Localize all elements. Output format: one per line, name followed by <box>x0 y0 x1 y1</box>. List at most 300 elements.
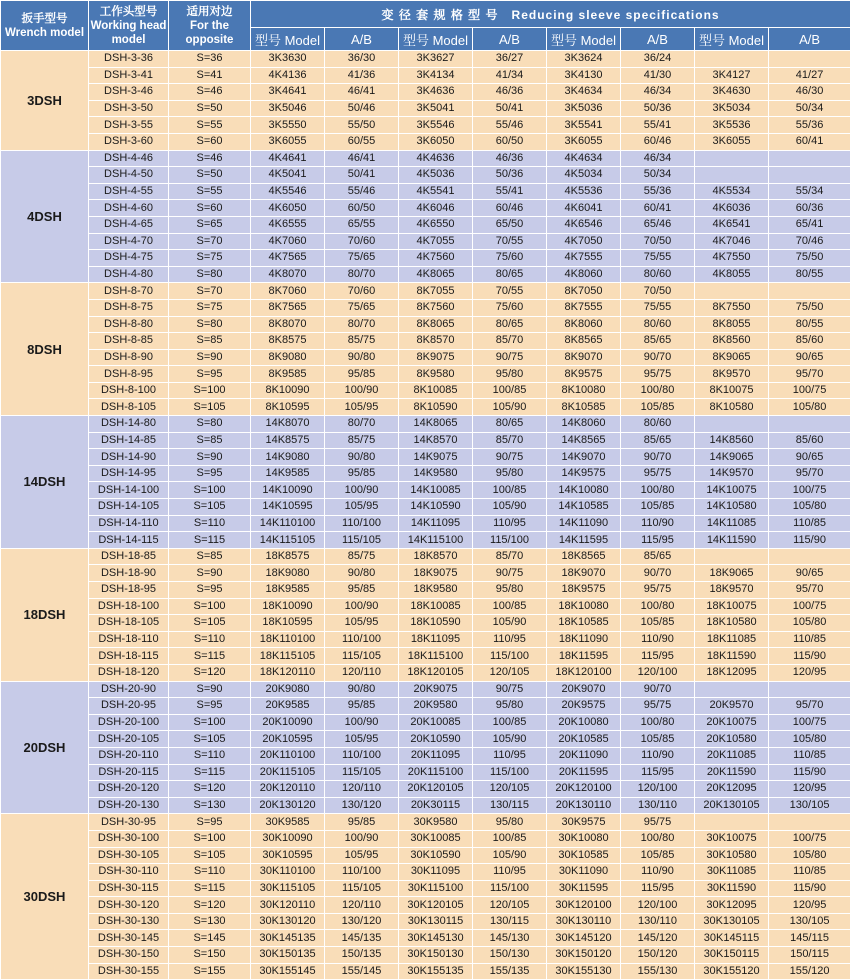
sleeve-ab-cell: 120/100 <box>621 897 695 914</box>
working-head-header-en2: model <box>89 33 168 47</box>
working-head-cell: DSH-20-110 <box>89 747 169 764</box>
opposite-side-cell: S=100 <box>169 382 251 399</box>
sleeve-ab-cell: 115/100 <box>473 880 547 897</box>
sleeve-ab-cell: 130/115 <box>473 913 547 930</box>
sleeve-ab-cell: 85/65 <box>621 548 695 565</box>
sleeve-ab-cell: 46/34 <box>621 150 695 167</box>
sleeve-ab-cell: 90/65 <box>769 349 850 366</box>
table-row <box>1 432 850 449</box>
sleeve-model-cell: 14K8065 <box>399 416 473 433</box>
sleeve-ab-cell: 80/60 <box>621 316 695 333</box>
sleeve-model-cell: 4K7050 <box>547 233 621 250</box>
sleeve-model-cell: 4K5034 <box>547 167 621 184</box>
working-head-cell: DSH-18-90 <box>89 565 169 582</box>
sleeve-ab-cell: 90/70 <box>621 349 695 366</box>
sleeve-ab-cell <box>769 681 850 698</box>
sleeve-ab-cell: 105/80 <box>769 615 850 632</box>
sleeve-model-cell: 8K10585 <box>547 399 621 416</box>
table-row <box>1 51 850 68</box>
table-row <box>1 382 850 399</box>
sleeve-ab-cell: 150/115 <box>769 947 850 964</box>
working-head-cell: DSH-20-90 <box>89 681 169 698</box>
table-row <box>1 930 850 947</box>
sleeve-ab-cell: 70/50 <box>621 283 695 300</box>
sleeve-ab-cell: 60/55 <box>325 133 399 150</box>
table-row <box>1 880 850 897</box>
sleeve-ab-cell: 95/75 <box>621 698 695 715</box>
opposite-side-cell: S=60 <box>169 200 251 217</box>
sleeve-ab-cell: 115/95 <box>621 648 695 665</box>
sleeve-ab-cell: 95/80 <box>473 698 547 715</box>
sleeve-model-cell: 3K5550 <box>251 117 325 134</box>
opposite-side-cell: S=85 <box>169 432 251 449</box>
opposite-side-cell: S=65 <box>169 216 251 233</box>
sleeve-model-cell: 14K8060 <box>547 416 621 433</box>
opposite-side-cell: S=75 <box>169 250 251 267</box>
working-head-cell: DSH-30-145 <box>89 930 169 947</box>
wrench-model-cell: 14DSH <box>1 416 89 549</box>
sleeve-ab-cell: 110/100 <box>325 631 399 648</box>
sleeve-model-cell: 18K9080 <box>251 565 325 582</box>
sleeve-ab-cell: 110/95 <box>473 515 547 532</box>
sleeve-model-cell: 4K7560 <box>399 250 473 267</box>
sleeve-model-cell: 30K10580 <box>695 847 769 864</box>
sleeve-model-cell: 18K9075 <box>399 565 473 582</box>
sleeve-model-cell: 14K8570 <box>399 432 473 449</box>
sub-header-ab: A/B <box>473 28 547 51</box>
sleeve-ab-cell: 90/80 <box>325 349 399 366</box>
sleeve-model-cell: 14K9575 <box>547 465 621 482</box>
sleeve-ab-cell: 55/34 <box>769 183 850 200</box>
sleeve-model-cell: 18K11595 <box>547 648 621 665</box>
sleeve-model-cell: 30K10075 <box>695 830 769 847</box>
sleeve-model-cell: 8K9070 <box>547 349 621 366</box>
sleeve-ab-cell: 50/36 <box>473 167 547 184</box>
sleeve-ab-cell: 75/60 <box>473 250 547 267</box>
sleeve-ab-cell: 55/36 <box>621 183 695 200</box>
sleeve-ab-cell: 145/135 <box>325 930 399 947</box>
sleeve-ab-cell: 70/46 <box>769 233 850 250</box>
sleeve-model-cell: 18K11085 <box>695 631 769 648</box>
sub-header-model: 型号 Model <box>695 28 769 51</box>
sleeve-ab-cell: 55/50 <box>325 117 399 134</box>
working-head-cell: DSH-4-65 <box>89 216 169 233</box>
sleeve-model-cell: 30K130105 <box>695 913 769 930</box>
working-head-cell: DSH-30-105 <box>89 847 169 864</box>
sleeve-ab-cell: 105/95 <box>325 399 399 416</box>
working-head-cell: DSH-8-70 <box>89 283 169 300</box>
sleeve-model-cell: 30K9575 <box>547 814 621 831</box>
table-row <box>1 615 850 632</box>
sleeve-ab-cell: 80/65 <box>473 316 547 333</box>
working-head-cell: DSH-14-95 <box>89 465 169 482</box>
table-row <box>1 764 850 781</box>
sleeve-model-cell: 30K145135 <box>251 930 325 947</box>
opposite-side-cell: S=46 <box>169 150 251 167</box>
table-body <box>1 51 850 980</box>
working-head-cell: DSH-4-60 <box>89 200 169 217</box>
sleeve-model-cell: 30K11590 <box>695 880 769 897</box>
sleeve-ab-cell: 120/95 <box>769 897 850 914</box>
sleeve-model-cell: 4K7055 <box>399 233 473 250</box>
wrench-model-cell: 4DSH <box>1 150 89 283</box>
sleeve-model-cell: 18K10585 <box>547 615 621 632</box>
sleeve-model-cell: 14K10085 <box>399 482 473 499</box>
opposite-side-cell: S=150 <box>169 947 251 964</box>
sleeve-ab-cell: 100/85 <box>473 830 547 847</box>
sleeve-model-cell: 18K11590 <box>695 648 769 665</box>
sleeve-model-cell: 3K5541 <box>547 117 621 134</box>
sleeve-model-cell: 4K5036 <box>399 167 473 184</box>
table-row <box>1 681 850 698</box>
working-head-cell: DSH-30-115 <box>89 880 169 897</box>
working-head-cell: DSH-4-80 <box>89 266 169 283</box>
sleeve-ab-cell: 130/115 <box>473 797 547 814</box>
sleeve-ab-cell: 80/70 <box>325 266 399 283</box>
sleeve-model-cell: 3K5034 <box>695 100 769 117</box>
sleeve-ab-cell: 110/90 <box>621 515 695 532</box>
sleeve-model-cell: 4K8070 <box>251 266 325 283</box>
opposite-side-cell: S=55 <box>169 183 251 200</box>
sleeve-ab-cell: 95/75 <box>621 814 695 831</box>
sleeve-ab-cell: 95/85 <box>325 366 399 383</box>
sleeve-model-cell: 14K11090 <box>547 515 621 532</box>
sleeve-ab-cell: 75/50 <box>769 250 850 267</box>
sleeve-model-cell: 8K8570 <box>399 333 473 350</box>
table-row <box>1 316 850 333</box>
sleeve-ab-cell: 55/36 <box>769 117 850 134</box>
sleeve-ab-cell: 46/34 <box>621 84 695 101</box>
opposite-side-cell: S=100 <box>169 830 251 847</box>
sleeve-model-cell: 4K4636 <box>399 150 473 167</box>
sleeve-model-cell: 18K115105 <box>251 648 325 665</box>
sleeve-model-cell: 14K9075 <box>399 449 473 466</box>
sleeve-ab-cell: 100/80 <box>621 482 695 499</box>
sleeve-model-cell: 8K10590 <box>399 399 473 416</box>
sleeve-model-cell: 8K8055 <box>695 316 769 333</box>
opposite-side-cell: S=110 <box>169 631 251 648</box>
working-head-cell: DSH-30-155 <box>89 963 169 980</box>
sleeve-ab-cell: 46/41 <box>325 84 399 101</box>
sleeve-model-cell: 20K9580 <box>399 698 473 715</box>
sleeve-ab-cell: 46/41 <box>325 150 399 167</box>
working-head-cell: DSH-8-95 <box>89 366 169 383</box>
opposite-side-cell: S=95 <box>169 366 251 383</box>
sleeve-model-cell: 4K6036 <box>695 200 769 217</box>
sleeve-ab-cell: 90/65 <box>769 565 850 582</box>
sleeve-ab-cell: 55/46 <box>325 183 399 200</box>
sleeve-model-cell: 4K6555 <box>251 216 325 233</box>
opposite-side-cell: S=80 <box>169 266 251 283</box>
opposite-side-cell: S=90 <box>169 681 251 698</box>
sleeve-ab-cell: 105/85 <box>621 499 695 516</box>
opposite-side-cell: S=90 <box>169 565 251 582</box>
sleeve-model-cell: 20K30115 <box>399 797 473 814</box>
sleeve-ab-cell: 100/90 <box>325 830 399 847</box>
opposite-side-cell: S=130 <box>169 913 251 930</box>
sleeve-model-cell: 30K150135 <box>251 947 325 964</box>
table-row <box>1 150 850 167</box>
sleeve-ab-cell: 90/75 <box>473 681 547 698</box>
sleeve-model-cell: 8K9575 <box>547 366 621 383</box>
wrench-model-cell: 8DSH <box>1 283 89 416</box>
sleeve-ab-cell: 130/105 <box>769 913 850 930</box>
table-row <box>1 864 850 881</box>
sub-header-ab: A/B <box>769 28 850 51</box>
wrench-model-cell: 30DSH <box>1 814 89 980</box>
sleeve-ab-cell: 105/80 <box>769 499 850 516</box>
working-head-cell: DSH-3-46 <box>89 84 169 101</box>
sleeve-model-cell: 3K4634 <box>547 84 621 101</box>
sleeve-model-cell: 30K10080 <box>547 830 621 847</box>
sleeve-model-cell: 30K130110 <box>547 913 621 930</box>
table-row <box>1 449 850 466</box>
sleeve-ab-cell: 95/85 <box>325 465 399 482</box>
sleeve-ab-cell: 150/120 <box>621 947 695 964</box>
working-head-cell: DSH-3-36 <box>89 51 169 68</box>
sleeve-ab-cell: 46/36 <box>473 84 547 101</box>
sleeve-model-cell: 30K145130 <box>399 930 473 947</box>
sleeve-model-cell: 18K9580 <box>399 582 473 599</box>
sleeve-ab-cell: 85/75 <box>325 548 399 565</box>
wrench-model-header-zh: 扳手型号 <box>1 12 88 26</box>
sleeve-model-cell: 14K11590 <box>695 532 769 549</box>
sleeve-ab-cell: 80/70 <box>325 316 399 333</box>
sleeve-model-cell: 3K5041 <box>399 100 473 117</box>
working-head-cell: DSH-14-80 <box>89 416 169 433</box>
working-head-cell: DSH-4-50 <box>89 167 169 184</box>
sleeve-ab-cell: 80/55 <box>769 316 850 333</box>
sleeve-model-cell: 8K10595 <box>251 399 325 416</box>
sleeve-ab-cell: 120/100 <box>621 664 695 681</box>
opposite-side-cell: S=105 <box>169 399 251 416</box>
sleeve-model-cell: 30K115105 <box>251 880 325 897</box>
sleeve-model-cell: 18K9065 <box>695 565 769 582</box>
opposite-side-cell: S=110 <box>169 747 251 764</box>
sleeve-model-cell: 8K7565 <box>251 299 325 316</box>
table-row <box>1 532 850 549</box>
opposite-side-cell: S=36 <box>169 51 251 68</box>
table-row <box>1 233 850 250</box>
sleeve-model-cell: 4K6046 <box>399 200 473 217</box>
opposite-side-cell: S=41 <box>169 67 251 84</box>
sleeve-model-cell: 18K11095 <box>399 631 473 648</box>
sleeve-model-cell: 14K9080 <box>251 449 325 466</box>
sleeve-model-cell: 18K8575 <box>251 548 325 565</box>
sleeve-model-cell: 30K120100 <box>547 897 621 914</box>
sleeve-model-cell: 18K10595 <box>251 615 325 632</box>
working-head-cell: DSH-18-115 <box>89 648 169 665</box>
sleeve-ab-cell: 95/85 <box>325 582 399 599</box>
sleeve-model-cell: 18K10580 <box>695 615 769 632</box>
sleeve-model-cell: 8K7550 <box>695 299 769 316</box>
sleeve-ab-cell: 60/36 <box>769 200 850 217</box>
opposite-side-cell: S=100 <box>169 598 251 615</box>
sleeve-ab-cell: 36/30 <box>325 51 399 68</box>
sleeve-ab-cell: 100/85 <box>473 598 547 615</box>
sleeve-ab-cell: 65/55 <box>325 216 399 233</box>
sleeve-model-cell: 4K7046 <box>695 233 769 250</box>
opposite-side-cell: S=100 <box>169 482 251 499</box>
sleeve-model-cell: 14K11595 <box>547 532 621 549</box>
sleeve-ab-cell: 90/80 <box>325 565 399 582</box>
sleeve-ab-cell: 80/60 <box>621 416 695 433</box>
sleeve-model-cell: 20K9075 <box>399 681 473 698</box>
sleeve-model-cell: 14K9580 <box>399 465 473 482</box>
working-head-cell: DSH-30-95 <box>89 814 169 831</box>
sleeve-model-cell: 20K11090 <box>547 747 621 764</box>
sleeve-model-cell: 20K12095 <box>695 781 769 798</box>
sleeve-ab-cell <box>769 167 850 184</box>
sleeve-ab-cell: 60/50 <box>473 133 547 150</box>
sleeve-ab-cell: 115/105 <box>325 764 399 781</box>
opposite-side-cell: S=155 <box>169 963 251 980</box>
working-head-cell: DSH-4-75 <box>89 250 169 267</box>
sleeve-ab-cell: 50/34 <box>769 100 850 117</box>
sleeve-model-cell: 8K9570 <box>695 366 769 383</box>
sleeve-model-cell: 4K6541 <box>695 216 769 233</box>
sleeve-model-cell: 30K120105 <box>399 897 473 914</box>
sleeve-ab-cell: 50/41 <box>473 100 547 117</box>
opposite-side-cell: S=115 <box>169 764 251 781</box>
working-head-cell: DSH-18-85 <box>89 548 169 565</box>
sleeve-ab-cell: 46/30 <box>769 84 850 101</box>
sleeve-model-cell: 18K9575 <box>547 582 621 599</box>
sleeve-ab-cell: 115/95 <box>621 880 695 897</box>
sleeve-ab-cell: 105/90 <box>473 399 547 416</box>
sleeve-model-cell: 18K10075 <box>695 598 769 615</box>
opposite-side-cell: S=110 <box>169 864 251 881</box>
sleeve-model-cell: 14K11085 <box>695 515 769 532</box>
sleeve-ab-cell: 55/41 <box>473 183 547 200</box>
sleeve-ab-cell: 80/65 <box>473 266 547 283</box>
sleeve-model-cell: 20K10075 <box>695 714 769 731</box>
table-row <box>1 117 850 134</box>
sleeve-ab-cell: 95/80 <box>473 582 547 599</box>
sleeve-ab-cell: 50/34 <box>621 167 695 184</box>
sleeve-ab-cell: 95/80 <box>473 465 547 482</box>
sleeve-model-cell: 3K5546 <box>399 117 473 134</box>
working-head-cell: DSH-20-120 <box>89 781 169 798</box>
opposite-side-cell: S=95 <box>169 465 251 482</box>
sleeve-ab-cell: 90/80 <box>325 681 399 698</box>
sleeve-ab-cell: 100/75 <box>769 830 850 847</box>
sleeve-ab-cell: 105/85 <box>621 399 695 416</box>
sleeve-ab-cell: 105/95 <box>325 731 399 748</box>
sleeve-ab-cell: 60/41 <box>769 133 850 150</box>
sleeve-ab-cell: 100/75 <box>769 714 850 731</box>
sleeve-ab-cell: 55/46 <box>473 117 547 134</box>
sleeve-ab-cell: 85/75 <box>325 432 399 449</box>
working-head-cell: DSH-30-100 <box>89 830 169 847</box>
sleeve-model-cell <box>695 814 769 831</box>
opposite-side-cell: S=80 <box>169 316 251 333</box>
opposite-side-header-en2: opposite <box>169 33 250 47</box>
sleeve-ab-cell: 110/95 <box>473 631 547 648</box>
sleeve-model-cell: 8K9580 <box>399 366 473 383</box>
opposite-side-cell: S=120 <box>169 781 251 798</box>
table-row <box>1 465 850 482</box>
sub-header-ab: A/B <box>325 28 399 51</box>
sleeve-ab-cell: 80/60 <box>621 266 695 283</box>
sleeve-ab-cell: 115/95 <box>621 532 695 549</box>
sleeve-ab-cell: 120/95 <box>769 664 850 681</box>
sleeve-model-cell: 20K11590 <box>695 764 769 781</box>
sleeve-ab-cell: 85/65 <box>621 432 695 449</box>
sleeve-model-cell: 30K12095 <box>695 897 769 914</box>
sleeve-ab-cell: 105/90 <box>473 499 547 516</box>
sleeve-ab-cell: 105/90 <box>473 615 547 632</box>
working-head-header-zh: 工作头型号 <box>89 5 168 19</box>
sleeve-ab-cell: 85/70 <box>473 333 547 350</box>
sleeve-model-cell: 20K10090 <box>251 714 325 731</box>
table-row <box>1 664 850 681</box>
sleeve-model-cell: 14K115100 <box>399 532 473 549</box>
sleeve-ab-cell: 100/85 <box>473 382 547 399</box>
sleeve-model-cell: 14K10090 <box>251 482 325 499</box>
sleeve-ab-cell: 95/70 <box>769 465 850 482</box>
opposite-side-cell: S=55 <box>169 117 251 134</box>
working-head-cell: DSH-3-60 <box>89 133 169 150</box>
sleeve-ab-cell: 105/85 <box>621 847 695 864</box>
sleeve-ab-cell: 120/105 <box>473 781 547 798</box>
sleeve-model-cell: 4K5534 <box>695 183 769 200</box>
sleeve-ab-cell: 110/90 <box>621 864 695 881</box>
wrench-model-cell: 3DSH <box>1 51 89 151</box>
table-row <box>1 250 850 267</box>
sleeve-model-cell: 3K4130 <box>547 67 621 84</box>
table-row <box>1 299 850 316</box>
sleeve-model-cell: 14K8565 <box>547 432 621 449</box>
sleeve-ab-cell: 95/80 <box>473 814 547 831</box>
table-row <box>1 183 850 200</box>
sleeve-ab-cell: 100/85 <box>473 714 547 731</box>
sleeve-model-cell: 30K11090 <box>547 864 621 881</box>
sleeve-model-cell: 20K11595 <box>547 764 621 781</box>
table-row <box>1 499 850 516</box>
sleeve-ab-cell: 95/75 <box>621 582 695 599</box>
sleeve-model-cell: 30K9585 <box>251 814 325 831</box>
sleeve-model-cell: 30K9580 <box>399 814 473 831</box>
sleeve-ab-cell: 100/75 <box>769 482 850 499</box>
sleeve-model-cell: 30K145120 <box>547 930 621 947</box>
sleeve-model-cell: 20K115100 <box>399 764 473 781</box>
opposite-side-cell: S=60 <box>169 133 251 150</box>
sleeve-model-cell: 8K10085 <box>399 382 473 399</box>
sleeve-model-cell: 8K9075 <box>399 349 473 366</box>
sleeve-ab-cell: 120/95 <box>769 781 850 798</box>
sleeve-model-cell: 8K8565 <box>547 333 621 350</box>
sleeve-model-cell: 20K9070 <box>547 681 621 698</box>
sleeve-model-cell: 14K10585 <box>547 499 621 516</box>
sleeve-ab-cell: 110/90 <box>621 631 695 648</box>
sleeve-ab-cell: 75/65 <box>325 299 399 316</box>
sleeve-model-cell: 18K8565 <box>547 548 621 565</box>
sleeve-model-cell: 4K6041 <box>547 200 621 217</box>
sleeve-model-cell: 20K130120 <box>251 797 325 814</box>
sleeve-ab-cell: 100/90 <box>325 714 399 731</box>
sleeve-ab-cell: 65/41 <box>769 216 850 233</box>
sleeve-model-cell: 30K10085 <box>399 830 473 847</box>
sleeve-model-cell: 20K10580 <box>695 731 769 748</box>
working-head-cell: DSH-20-95 <box>89 698 169 715</box>
sleeve-model-cell: 8K10075 <box>695 382 769 399</box>
sleeve-ab-cell: 36/24 <box>621 51 695 68</box>
sleeve-ab-cell: 95/80 <box>473 366 547 383</box>
working-head-cell: DSH-8-85 <box>89 333 169 350</box>
sleeve-model-cell: 8K8060 <box>547 316 621 333</box>
sleeve-ab-cell: 75/65 <box>325 250 399 267</box>
